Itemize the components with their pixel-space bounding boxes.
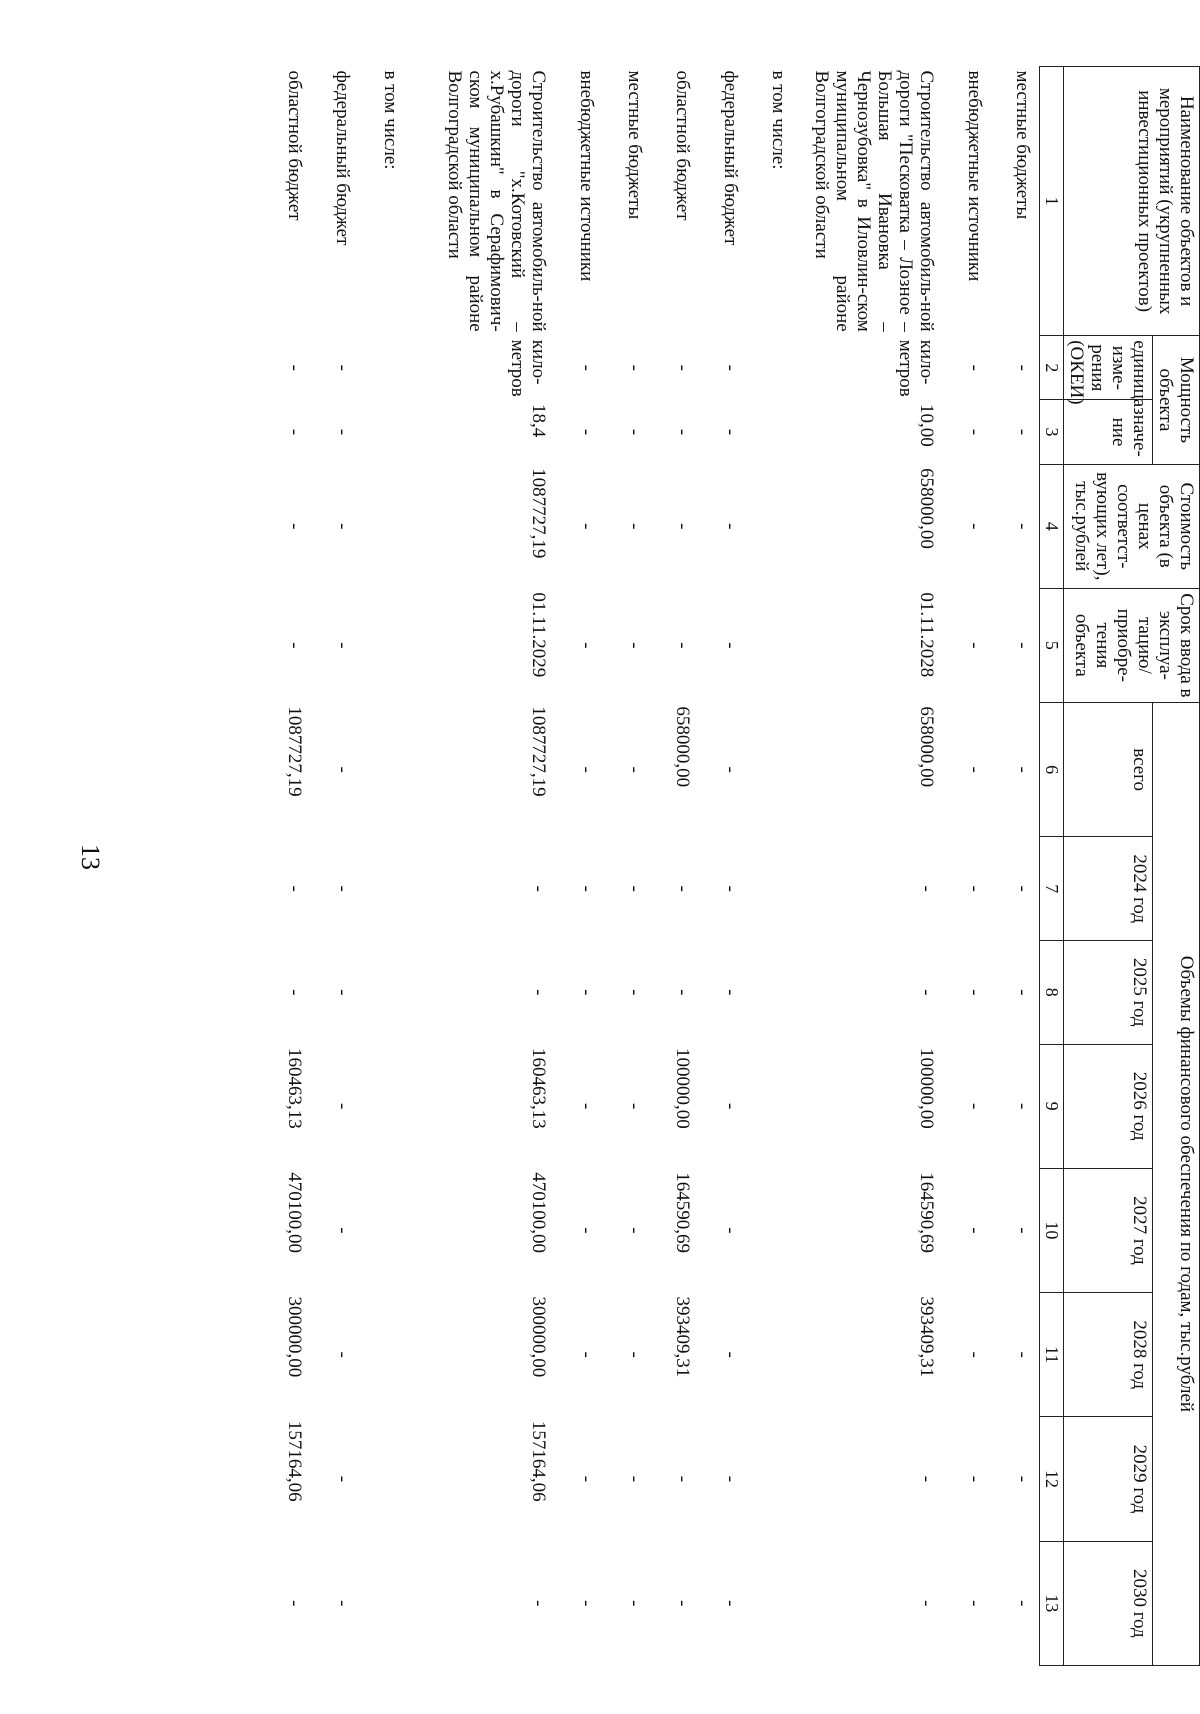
cell-total: 1087727,19 — [284, 706, 305, 797]
cell-unit: кило-метров — [895, 339, 937, 397]
cell-y2027: 470100,00 — [528, 1172, 549, 1254]
cell-y2030: - — [284, 1600, 305, 1607]
cell-value: - — [672, 428, 693, 436]
header-volumes: Объемы финансового обеспечения по годам, тыс.рублей — [1153, 702, 1200, 1665]
cell-y2028: - — [332, 1351, 353, 1358]
cell-value: - — [1012, 428, 1033, 436]
cell-y2028: 393409,31 — [916, 1296, 937, 1378]
header-2025: 2025 год — [1064, 940, 1153, 1044]
cell-total: 1087727,19 — [528, 706, 549, 797]
cell-name: областной бюджет — [284, 70, 305, 221]
table-row — [795, 67, 943, 1666]
table-row — [943, 67, 991, 1666]
header-2029: 2029 год — [1064, 1417, 1153, 1541]
cell-y2029: - — [624, 1475, 645, 1483]
cell-y2030: - — [624, 1600, 645, 1607]
cell-total: - — [624, 766, 645, 773]
header-value: значе-ние — [1064, 400, 1153, 464]
table-row — [311, 67, 359, 1666]
cell-unit: - — [720, 364, 741, 371]
cell-y2030: - — [1012, 1600, 1033, 1607]
cell-value: - — [332, 428, 353, 436]
cell-y2028 — [747, 1293, 795, 1417]
column-number: 3 — [1040, 400, 1064, 464]
cell-y2024: - — [284, 885, 305, 892]
cell-name: местные бюджеты — [1012, 70, 1033, 220]
cell-cost — [747, 464, 795, 588]
cell-unit — [359, 336, 407, 400]
cell-y2030 — [747, 1541, 795, 1665]
cell-y2028: - — [1012, 1351, 1033, 1358]
cell-y2030: - — [672, 1600, 693, 1607]
cell-term — [747, 588, 795, 702]
cell-y2029: - — [672, 1475, 693, 1483]
cell-term: - — [624, 642, 645, 649]
cell-y2024: - — [528, 885, 549, 892]
cell-y2024 — [747, 837, 795, 941]
rotated-table-wrapper — [150, 66, 1200, 1666]
cell-term: - — [284, 642, 305, 649]
cell-y2026: - — [576, 1102, 597, 1110]
cell-y2027 — [747, 1168, 795, 1292]
cell-cost: - — [720, 523, 741, 530]
cell-y2030: - — [964, 1600, 985, 1607]
cell-y2028: - — [964, 1351, 985, 1358]
cell-y2028: 393409,31 — [672, 1296, 693, 1378]
cell-y2028: 300000,00 — [528, 1296, 549, 1378]
cell-name: областной бюджет — [672, 70, 693, 221]
cell-y2029: - — [916, 1475, 937, 1483]
cell-y2028: - — [624, 1351, 645, 1358]
column-number: 2 — [1040, 336, 1064, 400]
column-number: 6 — [1040, 702, 1064, 837]
cell-value: 10,00 — [916, 403, 937, 447]
cell-unit: - — [576, 364, 597, 371]
cell-y2025: - — [624, 989, 645, 996]
table-body — [263, 67, 1040, 1666]
table-row — [747, 67, 795, 1666]
cell-y2030: - — [576, 1600, 597, 1607]
cell-unit: - — [284, 364, 305, 371]
cell-y2027: - — [576, 1227, 597, 1234]
cell-term: - — [1012, 642, 1033, 649]
cell-y2026: 100000,00 — [672, 1048, 693, 1129]
header-cost: Стоимость объекта (в ценах соответст-вующих лет), тыс.рублей — [1064, 464, 1200, 588]
cell-name: федеральный бюджет — [332, 70, 353, 246]
cell-y2024: - — [624, 885, 645, 892]
header-2028: 2028 год — [1064, 1293, 1153, 1417]
cell-y2026 — [747, 1044, 795, 1168]
table-row — [699, 67, 747, 1666]
cell-total: - — [332, 766, 353, 773]
cell-y2025: - — [576, 989, 597, 996]
cell-y2027: - — [1012, 1227, 1033, 1234]
header-2026: 2026 год — [1064, 1044, 1153, 1168]
cell-value: - — [624, 428, 645, 436]
cell-total — [359, 702, 407, 837]
cell-term: 01.11.2029 — [528, 592, 549, 678]
cell-unit: - — [672, 364, 693, 371]
cell-name: местные бюджеты — [624, 70, 645, 220]
cell-y2028 — [359, 1293, 407, 1417]
cell-y2025: - — [964, 989, 985, 996]
column-number: 10 — [1040, 1168, 1064, 1292]
cell-y2027: 470100,00 — [284, 1172, 305, 1254]
cell-unit: - — [964, 364, 985, 371]
column-number: 11 — [1040, 1293, 1064, 1417]
table-row — [263, 67, 311, 1666]
cell-unit — [747, 336, 795, 400]
cell-term — [359, 588, 407, 702]
cell-cost: - — [672, 523, 693, 530]
header-2024: 2024 год — [1064, 837, 1153, 941]
header-term: Срок ввода в эксплуа-тацию/ приобре-тения объекта — [1064, 588, 1200, 702]
cell-cost: - — [624, 523, 645, 530]
cell-y2030: - — [332, 1600, 353, 1607]
header-unit: единица изме-рения (ОКЕИ) — [1064, 336, 1153, 400]
cell-y2027 — [359, 1168, 407, 1292]
cell-name: Строительство автомобиль-ной дороги "Песковатка – Лозное – Большая Ивановка – Чернозубовка" в Иловлин-ском муниципальном районе Волгоградской области — [811, 70, 937, 332]
cell-y2025: - — [332, 989, 353, 996]
cell-y2029: 157164,06 — [528, 1420, 549, 1502]
cell-y2026: - — [332, 1102, 353, 1110]
cell-y2025: - — [528, 989, 549, 996]
cell-term: - — [720, 642, 741, 649]
cell-y2026: - — [1012, 1102, 1033, 1110]
table-row — [603, 67, 651, 1666]
cell-name: в том числе: — [768, 70, 789, 170]
page-number: 13 — [76, 844, 105, 870]
cell-term: 01.11.2028 — [916, 592, 937, 678]
cell-total: - — [720, 766, 741, 773]
cell-value — [359, 400, 407, 464]
cell-y2029: - — [1012, 1475, 1033, 1483]
cell-y2029: 157164,06 — [284, 1420, 305, 1502]
cell-y2024: - — [672, 885, 693, 892]
cell-y2028: - — [720, 1351, 741, 1358]
cell-y2027: - — [332, 1227, 353, 1234]
cell-y2025: - — [916, 989, 937, 996]
cell-y2027: - — [720, 1227, 741, 1234]
cell-value: - — [720, 428, 741, 436]
cell-name: внебюджетные источники — [964, 70, 985, 282]
cell-term: - — [332, 642, 353, 649]
cell-y2024 — [359, 837, 407, 941]
cell-cost: 658000,00 — [916, 468, 937, 549]
cell-cost: - — [332, 523, 353, 530]
header-capacity: Мощность объекта — [1153, 336, 1200, 464]
column-number: 13 — [1040, 1541, 1064, 1665]
cell-y2026: - — [720, 1102, 741, 1110]
cell-y2028: 300000,00 — [284, 1296, 305, 1378]
cell-value — [747, 400, 795, 464]
cell-value: - — [576, 428, 597, 436]
column-number: 1 — [1040, 67, 1064, 336]
cell-term: - — [576, 642, 597, 649]
cell-y2027: 164590,69 — [916, 1172, 937, 1254]
table-row — [555, 67, 603, 1666]
cell-y2027: - — [624, 1227, 645, 1234]
table-row — [359, 67, 407, 1666]
cell-y2024: - — [964, 885, 985, 892]
cell-cost: 1087727,19 — [528, 468, 549, 559]
table-row — [407, 67, 555, 1666]
cell-value: 18,4 — [528, 403, 549, 438]
cell-y2027: 164590,69 — [672, 1172, 693, 1254]
cell-value: - — [284, 428, 305, 436]
column-number: 8 — [1040, 940, 1064, 1044]
cell-y2029: - — [576, 1475, 597, 1483]
cell-total — [747, 702, 795, 837]
cell-y2029: - — [720, 1475, 741, 1483]
cell-y2026: - — [624, 1102, 645, 1110]
column-number: 7 — [1040, 837, 1064, 941]
cell-total: - — [576, 766, 597, 773]
cell-y2025 — [747, 940, 795, 1044]
cell-y2025 — [359, 940, 407, 1044]
cell-term: - — [672, 642, 693, 649]
cell-y2027: - — [964, 1227, 985, 1234]
column-number: 12 — [1040, 1417, 1064, 1541]
cell-cost: - — [576, 523, 597, 530]
cell-y2026: 160463,13 — [284, 1048, 305, 1129]
cell-name: федеральный бюджет — [720, 70, 741, 246]
cell-y2025: - — [672, 989, 693, 996]
cell-y2030: - — [528, 1600, 549, 1607]
cell-total: - — [964, 766, 985, 773]
cell-total: - — [1012, 766, 1033, 773]
cell-y2024: - — [1012, 885, 1033, 892]
cell-y2030 — [359, 1541, 407, 1665]
header-2030: 2030 год — [1064, 1541, 1153, 1665]
column-number: 5 — [1040, 588, 1064, 702]
cell-y2029 — [359, 1417, 407, 1541]
cell-y2024: - — [720, 885, 741, 892]
cell-term: - — [964, 642, 985, 649]
cell-name: в том числе: — [380, 70, 401, 170]
cell-y2024: - — [576, 885, 597, 892]
cell-y2026 — [359, 1044, 407, 1168]
cell-cost: - — [284, 523, 305, 530]
cell-y2024: - — [916, 885, 937, 892]
cell-y2025: - — [284, 989, 305, 996]
cell-y2025: - — [720, 989, 741, 996]
cell-y2029: - — [332, 1475, 353, 1483]
cell-cost: - — [1012, 523, 1033, 530]
cell-y2026: 160463,13 — [528, 1048, 549, 1129]
cell-unit: - — [332, 364, 353, 371]
cell-unit: - — [1012, 364, 1033, 371]
cell-total: 658000,00 — [672, 706, 693, 788]
cell-y2028: - — [576, 1351, 597, 1358]
cell-y2030: - — [720, 1600, 741, 1607]
column-number: 9 — [1040, 1044, 1064, 1168]
cell-y2029 — [747, 1417, 795, 1541]
cell-y2025: - — [1012, 989, 1033, 996]
cell-name: внебюджетные источники — [576, 70, 597, 282]
column-number: 4 — [1040, 464, 1064, 588]
cell-unit: кило-метров — [507, 339, 549, 397]
header-2027: 2027 год — [1064, 1168, 1153, 1292]
table-row — [991, 67, 1040, 1666]
cell-unit: - — [624, 364, 645, 371]
financing-table — [263, 66, 1200, 1666]
header-total: всего — [1064, 702, 1153, 837]
cell-total: 658000,00 — [916, 706, 937, 788]
cell-cost — [359, 464, 407, 588]
cell-cost: - — [964, 523, 985, 530]
cell-y2024: - — [332, 885, 353, 892]
cell-y2029: - — [964, 1475, 985, 1483]
column-numbers-row — [1040, 67, 1064, 1666]
cell-y2030: - — [916, 1600, 937, 1607]
header-name: Наименование объектов и мероприятий (укрупненных инвестиционных проектов) — [1064, 67, 1200, 336]
cell-value: - — [964, 428, 985, 436]
cell-y2026: - — [964, 1102, 985, 1110]
cell-y2026: 100000,00 — [916, 1048, 937, 1129]
table-row — [651, 67, 699, 1666]
cell-name: Строительство автомобиль-ной дороги "х.Котовский – х.Рубашкин" в Серафимович-ском муниципальном районе Волгоградской области — [444, 70, 549, 332]
